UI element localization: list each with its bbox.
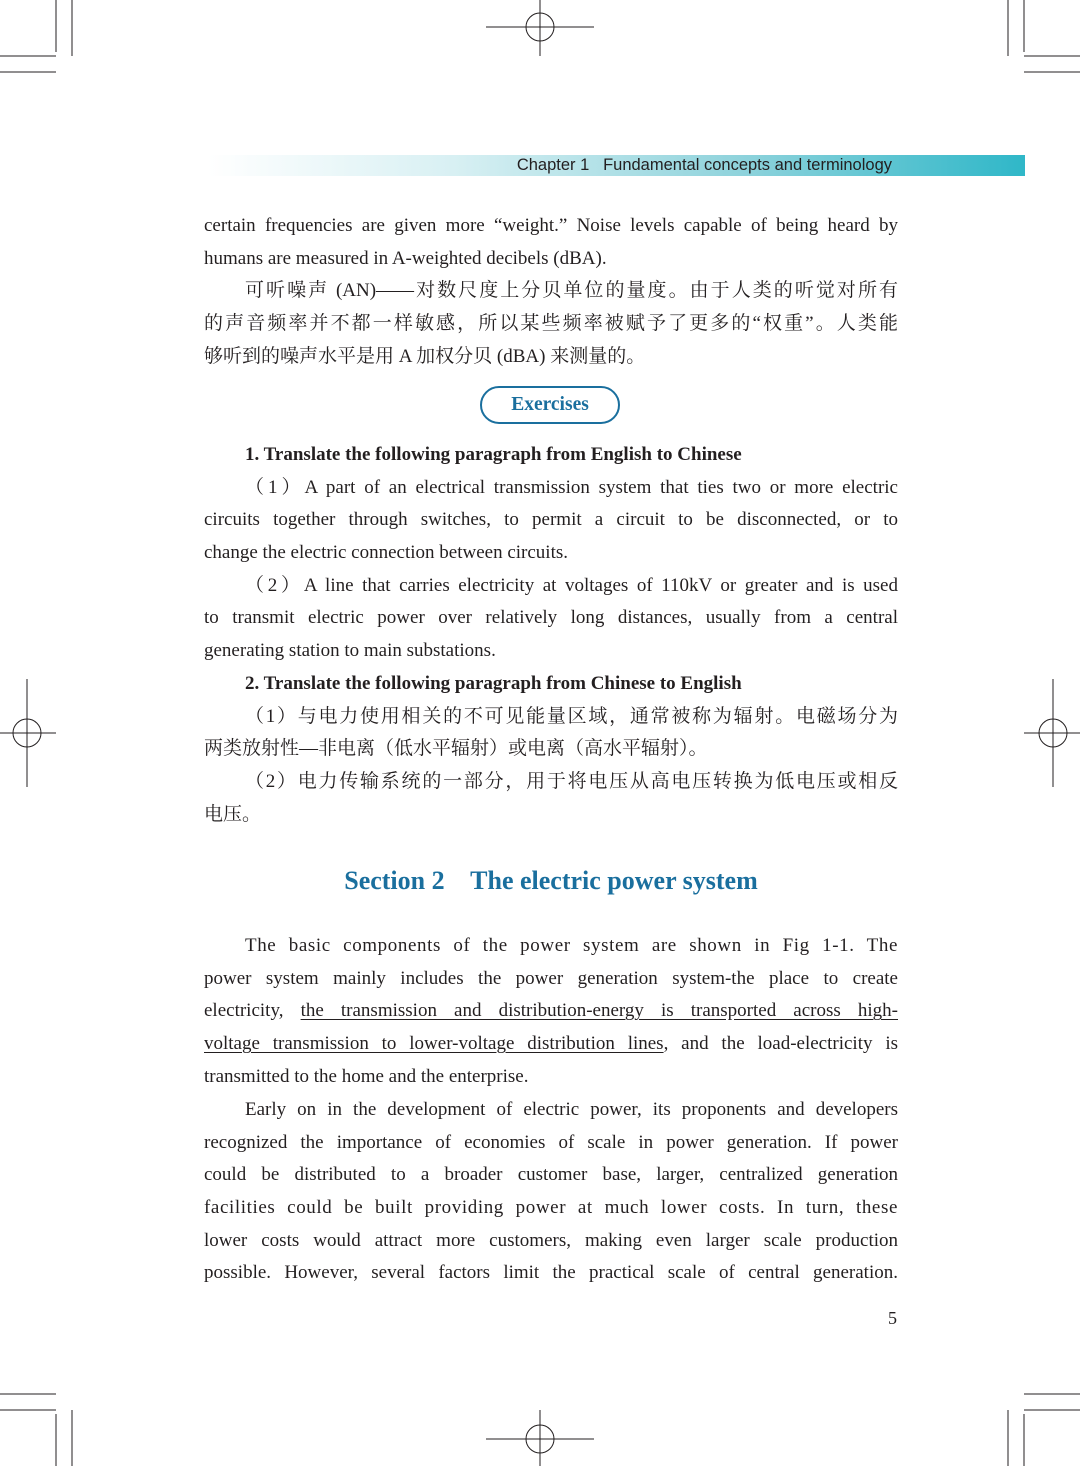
- section-heading: [204, 866, 898, 896]
- text-line: could be distributed to a broader customer base, larger, centralized generation: [204, 1164, 898, 1186]
- text-line: facilities could be built providing power at much lower costs. In turn, these: [204, 1197, 898, 1219]
- text-run: , and the load-electricity is: [663, 1033, 898, 1055]
- exercise-item-line: （1）与电力使用相关的不可见能量区域，通常被称为辐射。电磁场分为: [245, 705, 898, 727]
- text-line: [204, 995, 898, 1028]
- header-chapter: Chapter 1: [516, 156, 590, 174]
- exercises-list: [204, 439, 898, 831]
- crop-mark-top-left: [0, 0, 72, 72]
- text-line: possible. However, several factors limit the practical scale of central generation.: [204, 1262, 898, 1284]
- registration-mark-left: [0, 679, 56, 787]
- crop-mark-bottom-right: [1008, 1394, 1080, 1466]
- text-line: 可听噪声 (AN)——对数尺度上分贝单位的量度。由于人类的听觉对所有: [245, 280, 898, 302]
- exercise-heading: 2. Translate the following paragraph from Chinese to English: [245, 672, 742, 694]
- text-line: power system mainly includes the power generation system-the place to create: [204, 967, 898, 989]
- exercise-item-line: （1）A part of an electrical transmission system that ties two or more electric: [245, 476, 898, 498]
- underlined-text: the transmission and distribution-energy is transported across high-: [300, 1000, 898, 1022]
- exercise-item-line: （2）A line that carries electricity at voltages of 110kV or greater and is used: [245, 574, 898, 596]
- exercise-item-line: 电压。: [204, 803, 262, 825]
- section-title: The electric power system: [470, 866, 758, 895]
- crop-mark-bottom-left: [0, 1394, 72, 1466]
- exercise-item-line: （2）电力传输系统的一部分，用于将电压从高电压转换为低电压或相反: [245, 770, 898, 792]
- registration-mark-top: [486, 0, 594, 56]
- underlined-text: voltage transmission to lower-voltage distribution lines: [204, 1033, 664, 1055]
- registration-mark-bottom: [486, 1410, 594, 1466]
- text-line: lower costs would attract more customers, making even larger scale production: [204, 1229, 898, 1251]
- paragraph-power-system: [204, 930, 898, 1093]
- running-header: [517, 156, 892, 175]
- exercises-label: [480, 386, 620, 424]
- paragraph-economies-of-scale: [204, 1094, 898, 1290]
- registration-mark-right: [1024, 679, 1080, 787]
- exercise-item-line: 两类放射性—非电离（低水平辐射）或电离（高水平辐射）。: [204, 738, 708, 760]
- header-title: Fundamental concepts and terminology: [603, 156, 892, 174]
- exercise-item-line: generating station to main substations.: [204, 640, 496, 662]
- text-line: [204, 1028, 898, 1061]
- text-line: 的声音频率并不都一样敏感，所以某些频率被赋予了更多的“权重”。人类能: [204, 313, 898, 335]
- continued-paragraph: [204, 210, 898, 373]
- section-number: Section 2: [344, 866, 445, 895]
- exercise-item-line: change the electric connection between circuits.: [204, 542, 568, 564]
- text-line: 够听到的噪声水平是用 A 加权分贝 (dBA) 来测量的。: [204, 345, 646, 367]
- exercise-item-line: circuits together through switches, to permit a circuit to be disconnected, or to: [204, 509, 898, 531]
- text-line: transmitted to the home and the enterprise.: [204, 1065, 529, 1087]
- text-run: electricity,: [204, 1000, 301, 1022]
- crop-mark-top-right: [1008, 0, 1080, 72]
- exercise-item-line: to transmit electric power over relatively long distances, usually from a central: [204, 607, 898, 629]
- text-line: certain frequencies are given more “weight.” Noise levels capable of being heard by: [204, 215, 898, 236]
- text-line: recognized the importance of economies of scale in power generation. If power: [204, 1131, 898, 1153]
- page-number: 5: [888, 1308, 897, 1328]
- text-line: humans are measured in A-weighted decibels (dBA).: [204, 247, 607, 269]
- text-line: Early on in the development of electric power, its proponents and developers: [245, 1099, 898, 1120]
- exercises-label-text: Exercises: [511, 394, 589, 415]
- exercise-heading: 1. Translate the following paragraph from English to Chinese: [245, 444, 742, 465]
- text-line: The basic components of the power system are shown in Fig 1-1. The: [245, 935, 898, 956]
